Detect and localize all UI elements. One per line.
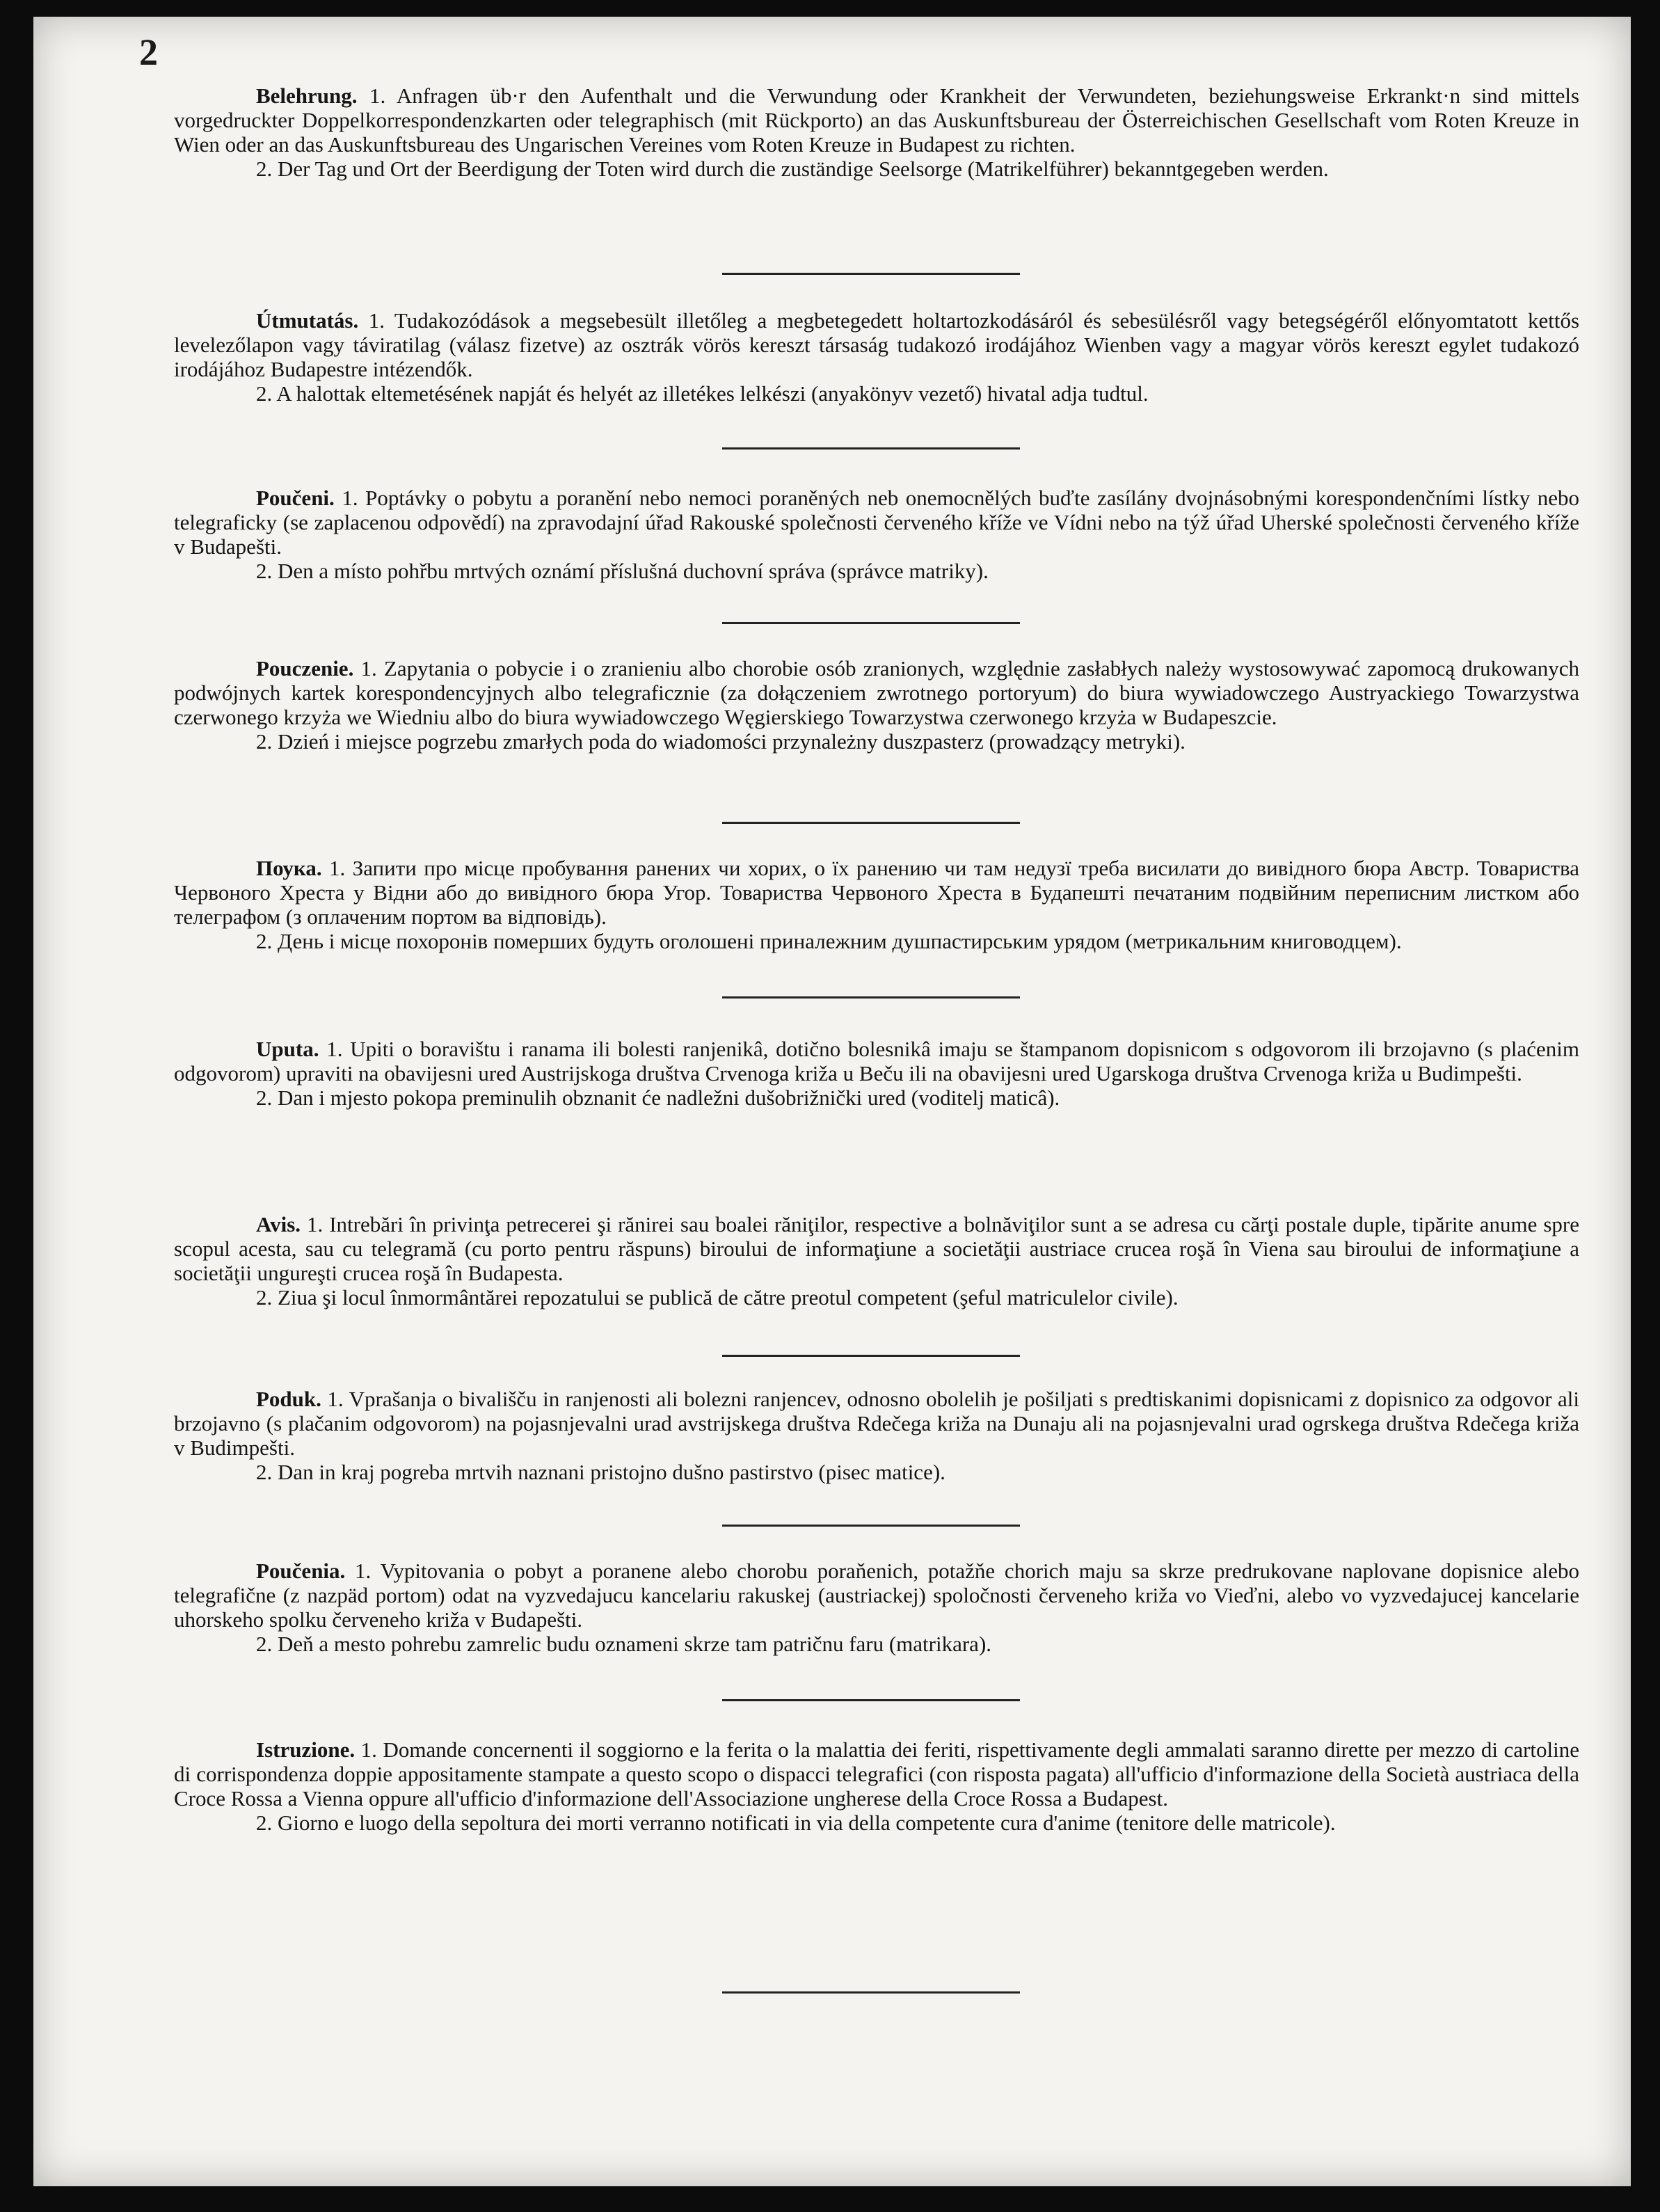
section-hungarian-item-1: Útmutatás. 1. Tudakozódások a megsebesült illetőleg a megbetegedett holtartozkodásáról és sebesülésről vagy betegségéről előnyomtatott kettős levelezőlapon vagy táviratilag (válasz fizetve) az osztrák vörös kereszt társaság tudakozó irodájához Wienben vagy a magyar vörös kereszt egylet tudakozó irodájához Budapestre intézendők. (174, 308, 1580, 381)
section-romanian-item-2: 2. Ziua şi locul înmormântărei repozatului se publică de către preotul competent (şeful matriculelor civile). (256, 1285, 1179, 1310)
section-ukrainian-item-2: 2. День і місце похоронів померших будуть оголошені приналежним душпастирським урядом (метрикальним книговодцем). (256, 929, 1402, 953)
section-ukrainian (174, 856, 1579, 953)
section-slovak-item-1: Poučenia. 1. Vypitovania o pobyt a poranene alebo chorobu poraňenich, potažňe chorich maju sa skrze predrukovane naplovane dopisnice alebo telegrafične (z nazpäd portom) odat na vyzvedajucu kancelariu rakuskej (austriackej) spoločnosti červeneho križa vo Vieďni, alebo vo vyzvedajucej kancelarie uhorskeho spolku červeneho križa v Budapešti. (174, 1559, 1579, 1632)
section-hungarian-item-2: 2. A halottak eltemetésének napját és helyét az illetékes lelkészi (anyakönyv vezető) hivatal adja tudtul. (256, 381, 1149, 406)
section-czech-item-2: 2. Den a místo pohřbu mrtvých oznámí příslušná duchovní správa (správce matriky). (256, 559, 989, 583)
section-slovak (174, 1559, 1579, 1656)
divider (722, 622, 1020, 624)
page-number: 2 (139, 31, 158, 73)
section-hungarian-heading: Útmutatás. (256, 308, 359, 333)
section-romanian-heading: Avis. (256, 1212, 301, 1236)
section-german-item-1: Belehrung. 1. Anfragen üb·r den Aufenthalt und die Verwundung oder Krankheit der Verwundeten, beziehungsweise Erkrankt·n sind mittels vorgedruckter Doppelkorrespondenzkarten oder telegraphisch (mit Rückporto) an das Auskunftsbureau der Österreichischen Gesellschaft vom Roten Kreuze in Wien oder an das Auskunftsbureau des Ungarischen Vereines vom Roten Kreuze in Budapest zu richten. (174, 83, 1580, 157)
section-romanian (174, 1212, 1579, 1310)
section-ukrainian-heading: Поука. (256, 856, 322, 880)
section-german (174, 83, 1579, 181)
section-romanian-item-1: Avis. 1. Intrebări în privinţa petrecerei şi rănirei sau boalei răniţilor, respective a bolnăviţilor sunt a se adresa cu cărţi postale duple, tipărite anume spre scopul acesta, sau cu telegramă (cu porto pentru răspuns) biroului de informaţiune a societăţii austriace crucea roşă în Viena sau biroului de informaţiune a societăţii ungureşti crucea roşă în Budapesta. (174, 1212, 1580, 1285)
section-czech (174, 486, 1579, 583)
section-slovene-item-2: 2. Dan in kraj pogreba mrtvih naznani pristojno dušno pastirstvo (pisec matice). (256, 1460, 945, 1484)
section-croatian-item-2: 2. Dan i mjesto pokopa preminulih obznanit će nadležni dušobrižnički ured (voditelj maticâ). (256, 1085, 1060, 1110)
section-italian (174, 1737, 1579, 1835)
divider (722, 822, 1020, 824)
section-ukrainian-item-1: Поука. 1. Запити про місце пробування ранених чи хорих, о їх ранению чи там недузї треба висилати до вивідного бюра Австр. Товариства Червоного Хреста у Відни або до вивідного бюра Угор. Товариства Червоного Хреста в Будапешті печатаним подвійним переписним листком або телеграфом (з оплаченим портом ва відповідь). (174, 856, 1579, 929)
section-croatian-item-1: Uputa. 1. Upiti o boravištu i ranama ili bolesti ranjenikâ, dotično bolesnikâ imaju se štampanom dopisnicom s odgovorom ili brzojavno (s plaćenim odgovorom) upraviti na obavijesni ured Austrijskoga društva Crvenoga križa u Beču ili na obavijesni ured Ugarskoga društva Crvenoga križa u Budimpešti. (174, 1037, 1580, 1085)
section-czech-item-1: Poučeni. 1. Poptávky o pobytu a poranění nebo nemoci poraněných neb onemocnělých buďte zasílány dvojnásobnými korespondenčními lístky nebo telegraficky (se zaplacenou odpovědí) na zpravodajní úřad Rakouské společnosti červeného kříže ve Vídni nebo na týž úřad Uherské společnosti červeného kříže v Budapešti. (174, 486, 1580, 559)
section-hungarian (174, 308, 1579, 406)
section-slovene-heading: Poduk. (256, 1387, 321, 1411)
divider (722, 1699, 1020, 1701)
section-slovak-heading: Poučenia. (256, 1559, 346, 1583)
divider (722, 447, 1020, 449)
divider (722, 1991, 1020, 1994)
section-polish-item-2: 2. Dzień i miejsce pogrzebu zmarłych poda do wiadomości przynależny duszpasterz (prowadzący metryki). (256, 729, 1186, 754)
section-polish-item-1: Pouczenie. 1. Zapytania o pobycie i o zranieniu albo chorobie osób zranionych, względnie zasłabłych należy wystosowywać zapomocą drukowanych podwójnych kartek korespondencyjnych albo telegraficznie (za dołączeniem zwrotnego portoryum) do biura wywiadowczego Austryackiego Towarzystwa czerwonego krzyża we Wiedniu albo do biura wywiadowczego Węgierskiego Towarzystwa czerwonego krzyża w Budapeszcie. (174, 656, 1579, 729)
section-italian-item-2: 2. Giorno e luogo della sepoltura dei morti verranno notificati in via della competente cura d'anime (tenitore delle matricole). (256, 1811, 1336, 1835)
section-italian-item-1: Istruzione. 1. Domande concernenti il soggiorno e la ferita o la malattia dei feriti, rispettivamente degli ammalati saranno dirette per mezzo di cartoline di corrispondenza doppie appositamente stampate a questo scopo o dispacci telegrafici (con risposta pagata) all'ufficio d'informazione della Società austriaca della Croce Rossa a Vienna oppure all'ufficio d'informazione dell'Associazione ungherese della Croce Rossa a Budapest. (174, 1737, 1579, 1811)
section-czech-heading: Poučeni. (256, 486, 335, 510)
section-italian-heading: Istruzione. (256, 1737, 356, 1762)
divider (722, 996, 1020, 998)
section-croatian (174, 1037, 1579, 1110)
section-polish-heading: Pouczenie. (256, 656, 354, 681)
divider (722, 1355, 1020, 1357)
section-polish (174, 656, 1579, 754)
section-slovene (174, 1387, 1579, 1484)
section-german-item-2: 2. Der Tag und Ort der Beerdigung der Toten wird durch die zuständige Seelsorge (Matrikelführer) bekanntgegeben werden. (256, 157, 1329, 181)
section-german-heading: Belehrung. (256, 83, 358, 108)
section-slovak-item-2: 2. Deň a mesto pohrebu zamrelic budu oznameni skrze tam patričnu faru (matrikara). (256, 1632, 992, 1656)
section-slovene-item-1: Poduk. 1. Vprašanja o bivališču in ranjenosti ali bolezni ranjencev, odnosno obolelih je pošiljati s predtiskanimi dopisnicami z dopisnico za odgovor ali brzojavno (s plačanim odgovorom) na pojasnjevalni urad avstrijskega društva Rdečega križa na Dunaju ali na pojasnjevalni urad ogrskega društva Rdečega križa v Budimpešti. (174, 1387, 1579, 1460)
divider (722, 273, 1020, 275)
section-croatian-heading: Uputa. (256, 1037, 319, 1061)
divider (722, 1525, 1020, 1527)
